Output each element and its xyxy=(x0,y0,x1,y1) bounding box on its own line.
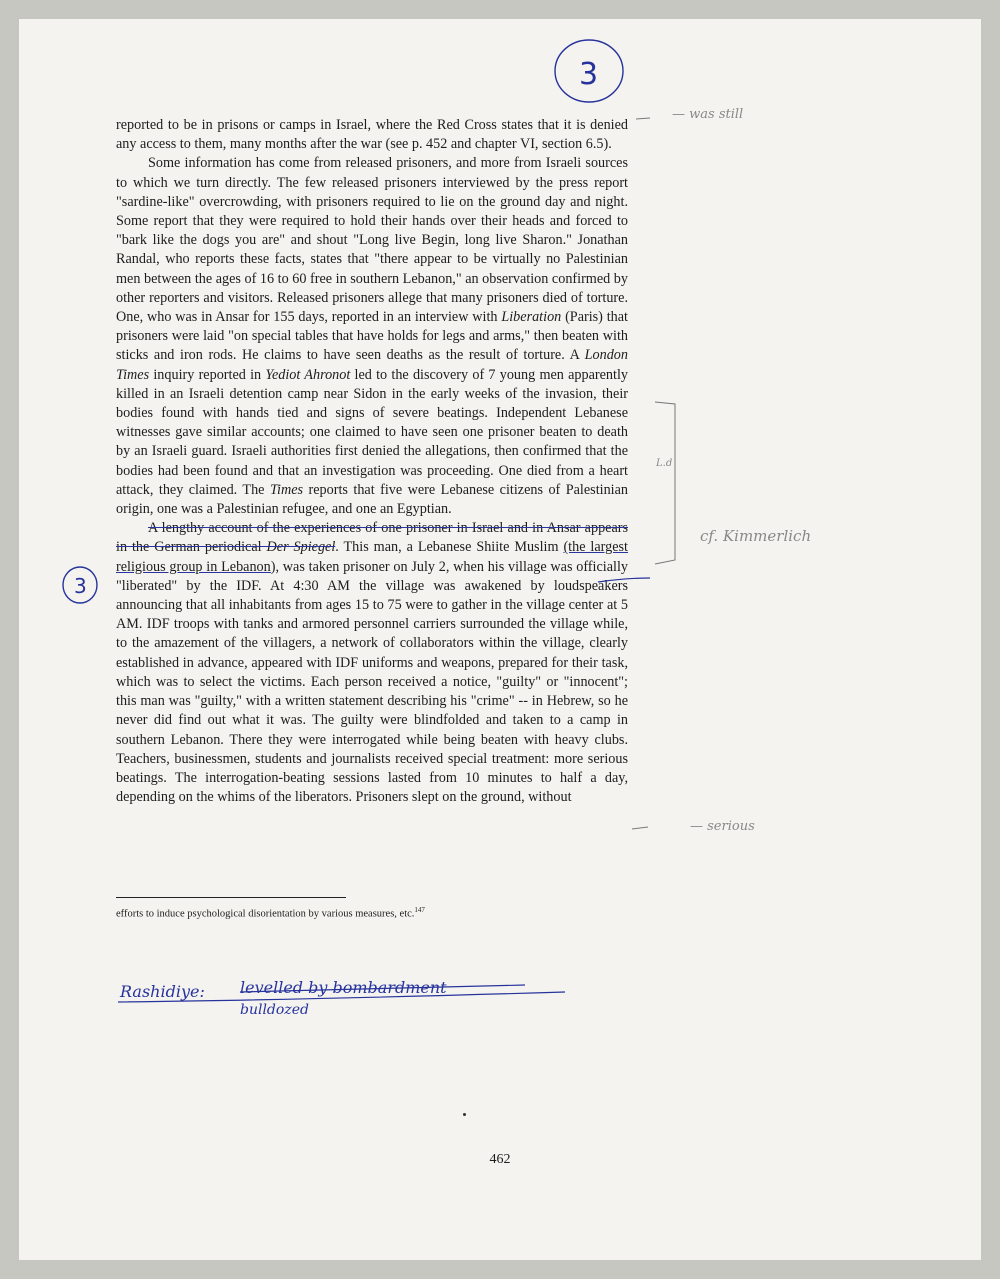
italic-title: Der Spiegel xyxy=(266,539,336,556)
margin-note-small: L.d xyxy=(656,458,673,469)
strike-line xyxy=(598,578,650,582)
margin-note-top: — was still xyxy=(672,107,744,122)
struck-text: (the largest religious group in Lebanon), xyxy=(116,539,628,575)
margin-note-mid: cf. Kimmerlich xyxy=(700,527,812,545)
text-run: inquiry reported in xyxy=(149,366,266,383)
text-run: Some information has come from released prisoners, and more from Israeli sources to which we turn directly. The few released prisoners interviewed by the press report "sardine-like" overcrowding, with prisoners required to lie on the ground day and night. Some report that they were required to hold their hands over their heads and forced to "bark like the dogs you are" and shout "Long live Begin, long live Sharon." Jonathan Randal, who reports these facts, states that "there appear to be virtually no Palestinian men between the ages of 16 to 60 free in southern Lebanon," an observation confirmed by other reporters and visitors. Released prisoners allege that many prisoners died of torture. One, who was in Ansar for 155 days, reported in an interview with xyxy=(116,155,628,326)
italic-title: Liberation xyxy=(501,309,562,326)
text-run: . This man, a Lebanese Shiite Muslim xyxy=(335,539,564,556)
bottom-note-struck: levelled by bombardment xyxy=(240,978,447,997)
circled-number-top: 3 xyxy=(579,57,599,92)
bottom-note-place: Rashidiye: xyxy=(120,982,205,1001)
pencil-dash-top xyxy=(636,118,650,119)
margin-bracket xyxy=(655,402,675,564)
italic-title: Yediot Ahronot xyxy=(265,366,351,383)
italic-title: London Times xyxy=(116,347,628,383)
text-run: (Paris) that prisoners were laid "on special tables that have holds for legs and arms," then beaten with sticks and iron rods. He claims to have seen deaths as the result of torture. A xyxy=(116,309,629,364)
italic-title: Times xyxy=(269,481,304,498)
text-run: reports that five were Lebanese citizens of Palestinian origin, one was a Palestinian refugee, and one an Egyptian. xyxy=(116,481,629,518)
pencil-dash-bottom xyxy=(632,827,648,829)
footnote-ref: 147 xyxy=(414,906,425,914)
page-number: 462 xyxy=(489,1152,511,1167)
text-run: was taken prisoner on July 2, when his village was officially "liberated" by the IDF. At 4:30 AM the village was awakened by loudspeakers announcing that all inhabitants from ages 15 to 75 were to gather in the village center at 5 AM. IDF troops with tanks and armored personnel carriers surrounded the village while, to the amazement of the villagers, a network of collaborators within the village, clearly established in advance, appeared with IDF uniforms and weapons, prepared for their task, which was to select the victims. Each person received a notice, "guilty" or "innocent"; this man was "guilty," with a written statement describing his "crime" -- in Hebrew, so he never did find out what it was. The guilty were blindfolded and taken to a camp in southern Lebanon. There they were interrogated while being beaten with heavy clubs. Teachers, businessmen, students and journalists received special treatment: more serious beatings. The interrogation-beating sessions lasted from 10 minutes to half a day, depending on the whims of the liberators. Prisoners slept on the ground, without xyxy=(116,558,628,806)
bottom-note-insert: bulldozed xyxy=(240,1002,309,1018)
struck-text: A lengthy account of the experiences of one prisoner in Israel and in Ansar appears in the German periodical xyxy=(116,520,628,556)
paragraph-1: reported to be in prisons or camps in Israel, where the Red Cross states that it is denied any access to them, many months after the war (see p. 452 and chapter VI, section 6.5). xyxy=(116,117,628,153)
margin-note-bottom: — serious xyxy=(690,819,755,834)
circled-number-left: 3 xyxy=(74,574,87,598)
text-run: led to the discovery of 7 young men apparently killed in an Israeli detention camp near Sidon in the early weeks of the invasion, their bodies found with hands tied and signs of severe beatings. Independent Lebanese witnesses gave similar accounts; one claimed to have seen one prisoner beaten to death by an Israeli guard. Israeli authorities first denied the allegations, then confirmed that the bodies had been found and that an investigation was proceeding. One died from a heart attack, they claimed. The xyxy=(116,366,628,498)
footnote-text: efforts to induce psychological disorientation by various measures, etc. xyxy=(116,908,415,920)
